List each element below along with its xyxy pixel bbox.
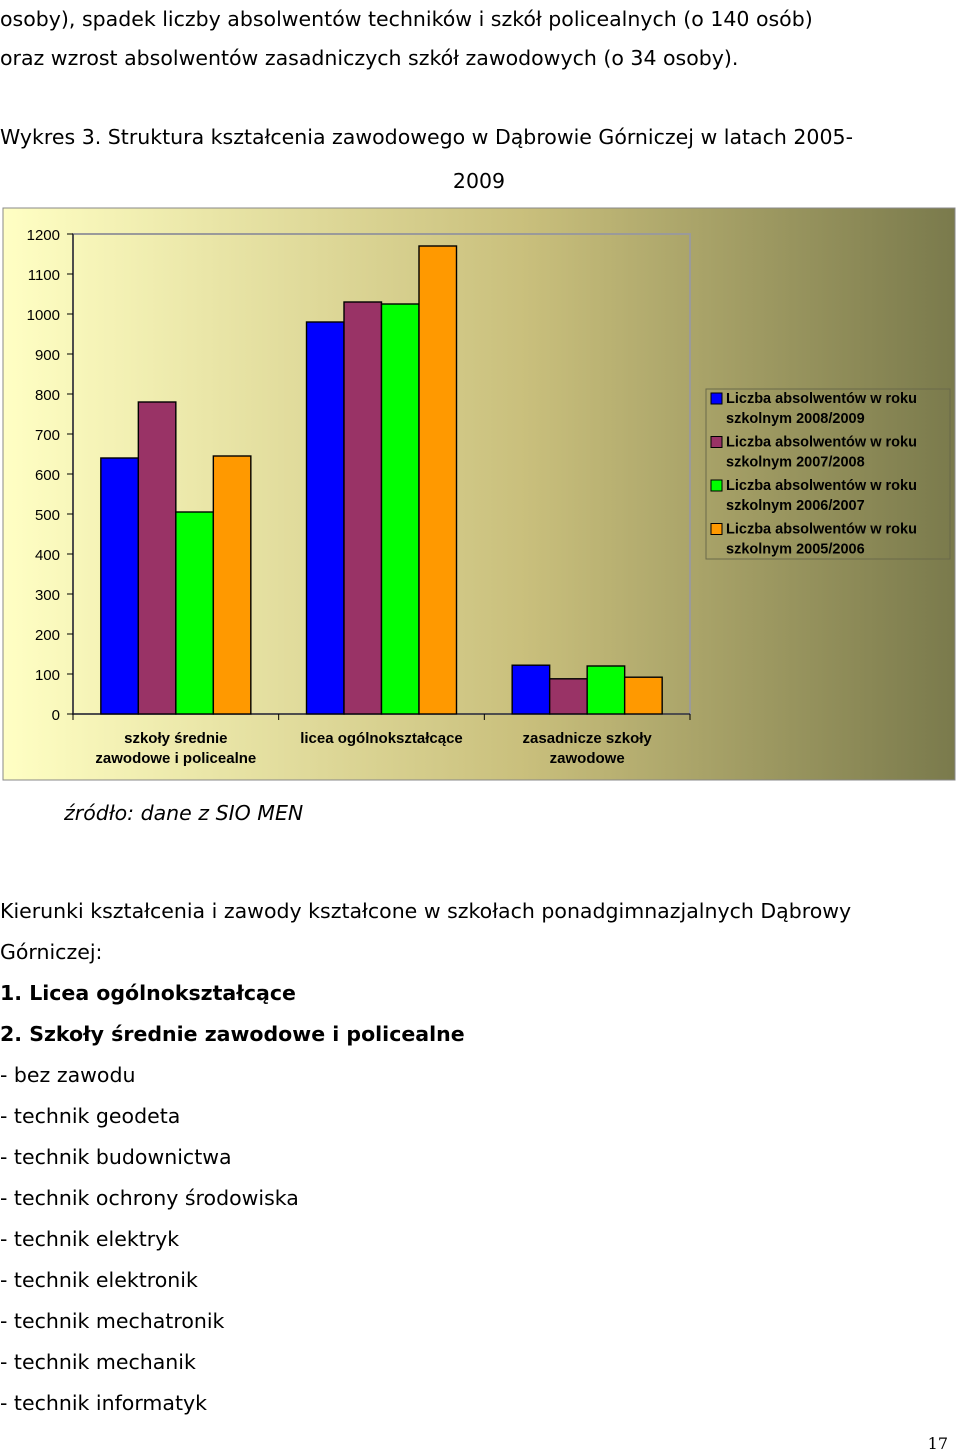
y-tick-label: 0 (51, 707, 60, 724)
list-item: - technik elektryk (0, 1227, 180, 1251)
y-tick-label: 700 (34, 427, 60, 444)
legend-label: szkolnym 2008/2009 (726, 411, 865, 427)
legend-swatch (711, 393, 722, 404)
x-category-label: szkoły średnie (124, 730, 228, 747)
y-tick-label: 500 (34, 507, 60, 524)
list-item: - technik elektronik (0, 1268, 198, 1292)
legend-label: Liczba absolwentów w roku (726, 521, 917, 538)
bar-series-1-category-1 (344, 302, 382, 714)
intro-line-2: oraz wzrost absolwentów zasadniczych szkół zawodowych (o 34 osoby). (0, 46, 739, 70)
list-item: - technik mechatronik (0, 1309, 225, 1333)
bar-chart (0, 206, 958, 782)
list-item: - technik mechanik (0, 1350, 196, 1374)
intro-paragraph (0, 0, 958, 78)
bar-series-3-category-2 (625, 677, 663, 714)
figure-caption-line-1: Wykres 3. Struktura kształcenia zawodowego w Dąbrowie Górniczej w latach 2005- (0, 125, 853, 149)
figure-caption (0, 115, 958, 203)
y-tick-label: 600 (34, 467, 60, 484)
body-intro-line-1: Kierunki kształcenia i zawody kształcone w szkołach ponadgimnazjalnych Dąbrowy (0, 899, 852, 923)
legend-label: Liczba absolwentów w roku (726, 434, 917, 451)
bar-series-2-category-0 (176, 512, 214, 714)
list-item: - technik ochrony środowiska (0, 1186, 299, 1210)
legend-swatch (711, 524, 722, 535)
list-item: - bez zawodu (0, 1063, 136, 1087)
legend-label: Liczba absolwentów w roku (726, 478, 917, 494)
x-category-label: licea ogólnokształcące (300, 730, 463, 747)
legend-label: szkolnym 2005/2006 (726, 541, 865, 558)
y-tick-label: 300 (34, 587, 60, 604)
heading-licea: 1. Licea ogólnokształcące (0, 981, 296, 1005)
page-number: 17 (927, 1434, 948, 1453)
bar-series-1-category-0 (138, 402, 176, 714)
list-item: - technik budownictwa (0, 1145, 232, 1169)
x-category-label: zawodowe (549, 750, 625, 767)
y-tick-label: 100 (34, 667, 60, 684)
figure-caption-line-2: 2009 (452, 169, 506, 193)
bar-series-0-category-2 (512, 665, 550, 714)
body-text (0, 891, 958, 1424)
intro-line-1: osoby), spadek liczby absolwentów techników i szkół policealnych (o 140 osób) (0, 7, 813, 31)
y-tick-label: 1200 (26, 227, 60, 244)
bar-series-2-category-2 (587, 666, 625, 714)
bar-series-2-category-1 (382, 304, 420, 714)
y-tick-label: 1100 (27, 267, 60, 284)
x-category-label: zasadnicze szkoły (522, 730, 652, 747)
y-tick-label: 900 (34, 347, 60, 364)
bar-series-0-category-1 (307, 322, 345, 714)
bar-series-3-category-0 (213, 456, 251, 714)
y-tick-label: 800 (34, 387, 60, 404)
bar-series-3-category-1 (419, 246, 457, 714)
legend-label: szkolnym 2007/2008 (726, 454, 865, 471)
body-intro-line-2: Górniczej: (0, 940, 103, 964)
legend-label: szkolnym 2006/2007 (726, 498, 865, 514)
bar-series-1-category-2 (550, 679, 588, 714)
legend-label: Liczba absolwentów w roku (726, 391, 917, 407)
heading-szkoly-srednie: 2. Szkoły średnie zawodowe i policealne (0, 1022, 465, 1046)
bar-series-0-category-0 (101, 458, 139, 714)
y-tick-label: 1000 (26, 307, 60, 324)
y-tick-label: 200 (34, 627, 60, 644)
y-tick-label: 400 (34, 547, 60, 564)
x-category-label: zawodowe i policealne (95, 750, 257, 767)
list-item: - technik geodeta (0, 1104, 181, 1128)
legend-swatch (711, 480, 722, 491)
list-item: - technik informatyk (0, 1391, 207, 1415)
figure-source: źródło: dane z SIO MEN (64, 801, 304, 825)
legend-swatch (711, 437, 722, 448)
